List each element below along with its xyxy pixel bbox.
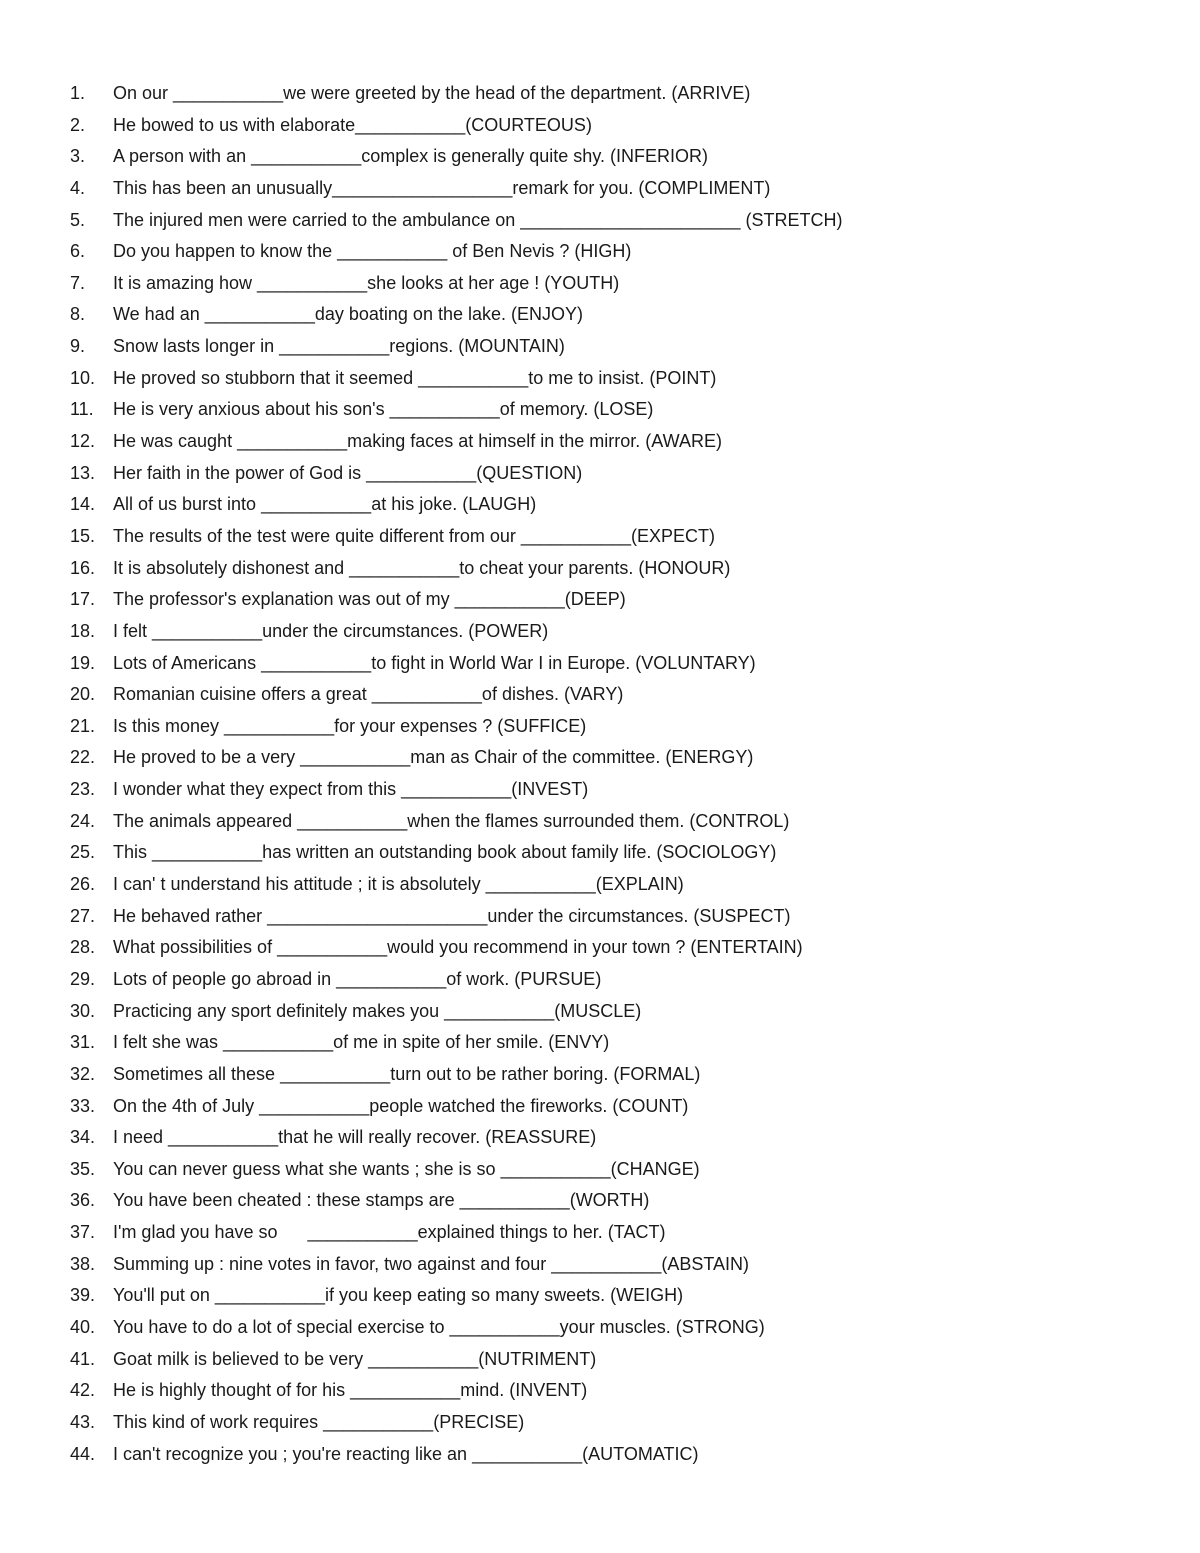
item-number: 42. [70,1380,96,1401]
item-number: 16. [70,557,96,578]
list-item [70,1185,1150,1217]
list-item [70,1375,1150,1407]
item-number: 1. [70,83,86,103]
item-number: 34. [70,1127,96,1148]
item-sentence: I felt she was ___________of me in spite of her smile. (ENVY) [113,1032,610,1053]
item-sentence: This kind of work requires ___________(PRECISE) [113,1411,525,1432]
item-sentence: You can never guess what she wants ; she is so ___________(CHANGE) [113,1158,700,1179]
list-item [70,901,1150,933]
item-number: 4. [70,177,86,198]
item-sentence: He is very anxious about his son's ___________of memory. (LOSE) [113,399,654,420]
item-number: 29. [70,968,96,989]
item-number: 40. [70,1316,96,1337]
item-number: 26. [70,874,96,895]
list-item [70,458,1150,490]
item-number: 35. [70,1158,96,1179]
list-item [70,1312,1150,1344]
item-number: 20. [70,684,96,705]
list-item [70,426,1150,458]
list-item [70,1091,1150,1123]
list-item [70,78,1150,110]
item-number: 33. [70,1095,96,1116]
item-number: 21. [70,715,96,736]
list-item [70,1122,1150,1154]
item-number: 5. [70,209,86,230]
item-number: 7. [70,272,86,293]
item-number: 32. [70,1063,96,1084]
item-sentence: I wonder what they expect from this ___________(INVEST) [113,779,589,800]
item-sentence: You'll put on ___________if you keep eating so many sweets. (WEIGH) [113,1285,684,1306]
item-number: 30. [70,1000,96,1021]
exercise-list [70,78,1150,1470]
item-sentence: We had an ___________day boating on the lake. (ENJOY) [113,304,583,325]
item-number: 39. [70,1285,96,1306]
item-sentence: Practicing any sport definitely makes you ___________(MUSCLE) [113,1000,642,1021]
item-sentence: Do you happen to know the ___________ of Ben Nevis ? (HIGH) [113,241,632,262]
item-number: 22. [70,747,96,768]
item-sentence: This ___________has written an outstanding book about family life. (SOCIOLOGY) [113,842,777,863]
list-item [70,742,1150,774]
item-sentence: This has been an unusually__________________remark for you. (COMPLIMENT) [113,177,771,198]
item-number: 9. [70,336,86,357]
item-sentence: He was caught ___________making faces at himself in the mirror. (AWARE) [113,431,722,452]
item-sentence: It is amazing how ___________she looks at her age ! (YOUTH) [113,272,620,293]
list-item [70,964,1150,996]
list-item [70,711,1150,743]
item-number: 18. [70,620,96,641]
item-sentence: Lots of Americans ___________to fight in World War I in Europe. (VOLUNTARY) [113,652,756,673]
list-item [70,1154,1150,1186]
item-number: 38. [70,1253,96,1274]
item-number: 25. [70,842,96,863]
list-item [70,141,1150,173]
item-number: 23. [70,779,96,800]
item-number: 13. [70,462,96,483]
list-item [70,774,1150,806]
list-item [70,806,1150,838]
list-item [70,932,1150,964]
list-item [70,679,1150,711]
item-number: 19. [70,652,96,673]
item-number: 10. [70,367,96,388]
list-item [70,331,1150,363]
list-item [70,584,1150,616]
list-item [70,394,1150,426]
item-sentence: I can' t understand his attitude ; it is absolutely ___________(EXPLAIN) [113,874,684,895]
item-number: 31. [70,1032,96,1053]
item-sentence: You have been cheated : these stamps are ___________(WORTH) [113,1190,650,1211]
list-item [70,521,1150,553]
item-sentence: Romanian cuisine offers a great ___________of dishes. (VARY) [113,684,624,705]
item-sentence: Summing up : nine votes in favor, two against and four ___________(ABSTAIN) [113,1253,750,1274]
item-sentence: The animals appeared ___________when the flames surrounded them. (CONTROL) [113,810,790,831]
list-item [70,996,1150,1028]
list-item [70,1059,1150,1091]
item-number: 24. [70,810,96,831]
list-item [70,299,1150,331]
item-number: 43. [70,1411,96,1432]
item-number: 3. [70,146,86,167]
item-number: 27. [70,905,96,926]
item-number: 15. [70,525,96,546]
list-item [70,489,1150,521]
item-sentence: You have to do a lot of special exercise to ___________your muscles. (STRONG) [113,1316,765,1337]
item-sentence: He is highly thought of for his ___________mind. (INVENT) [113,1380,588,1401]
item-number: 41. [70,1348,96,1369]
list-item [70,110,1150,142]
list-item [70,648,1150,680]
item-sentence: Lots of people go abroad in ___________of work. (PURSUE) [113,968,602,989]
item-number: 37. [70,1222,96,1243]
list-item [70,1407,1150,1439]
list-item [70,1439,1150,1471]
item-sentence: All of us burst into ___________at his joke. (LAUGH) [113,494,537,515]
item-number: 12. [70,431,96,452]
item-sentence: He proved to be a very ___________man as Chair of the committee. (ENERGY) [113,747,754,768]
item-number: 6. [70,241,86,262]
item-sentence: I need ___________that he will really recover. (REASSURE) [113,1127,597,1148]
item-sentence: A person with an ___________complex is generally quite shy. (INFERIOR) [113,146,708,167]
item-sentence: Is this money ___________for your expenses ? (SUFFICE) [113,715,587,736]
list-item [70,363,1150,395]
item-sentence: Snow lasts longer in ___________regions. (MOUNTAIN) [113,336,565,357]
item-number: 36. [70,1190,96,1211]
list-item [70,173,1150,205]
item-sentence: He proved so stubborn that it seemed ___________to me to insist. (POINT) [113,367,717,388]
list-item [70,1217,1150,1249]
list-item [70,1344,1150,1376]
item-number: 2. [70,114,86,135]
list-item [70,205,1150,237]
item-sentence: The results of the test were quite different from our ___________(EXPECT) [113,525,715,546]
item-number: 8. [70,304,86,325]
item-sentence: The professor's explanation was out of my ___________(DEEP) [113,589,626,610]
item-number: 17. [70,589,96,610]
item-sentence: Goat milk is believed to be very ___________(NUTRIMENT) [113,1348,597,1369]
item-sentence: The injured men were carried to the ambulance on ______________________ (STRETCH) [113,209,843,230]
list-item [70,268,1150,300]
list-item [70,869,1150,901]
item-sentence: What possibilities of ___________would you recommend in your town ? (ENTERTAIN) [113,937,803,958]
item-sentence: I felt ___________under the circumstances. (POWER) [113,620,549,641]
item-sentence: He bowed to us with elaborate___________(COURTEOUS) [113,114,592,135]
list-item [70,1027,1150,1059]
list-item [70,236,1150,268]
list-item [70,1280,1150,1312]
item-sentence: He behaved rather ______________________under the circumstances. (SUSPECT) [113,905,791,926]
item-number: 44. [70,1443,96,1464]
item-sentence: I can't recognize you ; you're reacting like an ___________(AUTOMATIC) [113,1443,699,1464]
item-number: 11. [70,399,94,420]
item-sentence: Her faith in the power of God is ___________(QUESTION) [113,462,583,483]
list-item [70,553,1150,585]
item-sentence: It is absolutely dishonest and ___________to cheat your parents. (HONOUR) [113,557,731,578]
list-item [70,837,1150,869]
item-number: 28. [70,937,96,958]
item-sentence: On our ___________we were greeted by the head of the department. (ARRIVE) [113,83,751,103]
list-item [70,1249,1150,1281]
item-sentence: I'm glad you have so ___________explained things to her. (TACT) [113,1222,666,1243]
list-item [70,616,1150,648]
item-sentence: Sometimes all these ___________turn out to be rather boring. (FORMAL) [113,1063,701,1084]
item-sentence: On the 4th of July ___________people watched the fireworks. (COUNT) [113,1095,689,1116]
item-number: 14. [70,494,96,515]
